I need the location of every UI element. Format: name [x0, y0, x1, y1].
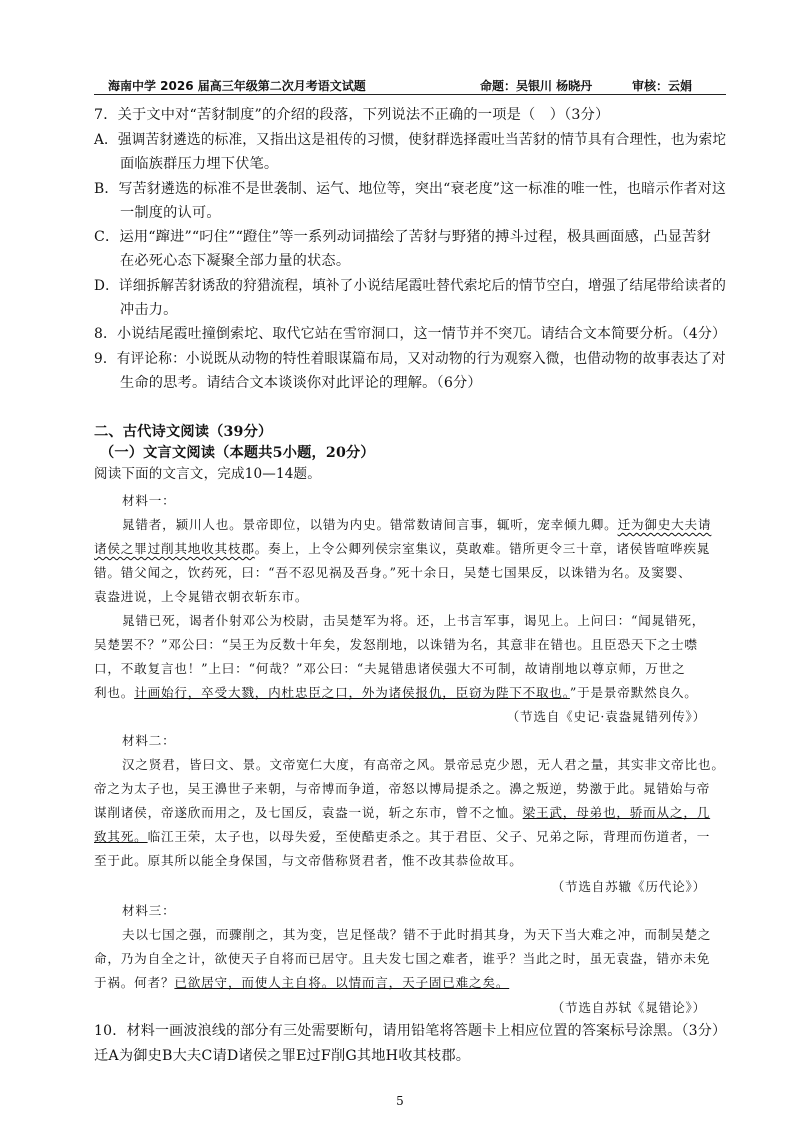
q7-option-c-line2: 在必死心态下凝聚全部力量的状态。	[120, 253, 351, 269]
material1-label: 材料一：	[122, 493, 176, 508]
question-makers: 命题：吴银川 杨晓丹	[480, 79, 593, 93]
q10-stem: 10．材料一画波浪线的部分有三处需要断句，请用铅笔将答题卡上相应位置的答案标号涂黑。（3分）	[94, 1023, 727, 1039]
q7-option-c-line1: C．运用“蹿进”“叼住”“蹬住”等一系列动词描绘了苦豺与野猪的搏斗过程，极具画面感，凸显苦豺	[94, 229, 711, 245]
material1-line: 错。错父闻之，饮药死，曰：“吾不忍见祸及吾身。”死十余日，吴楚七国果反，以诛错为名。及窦婴、	[94, 565, 692, 580]
material1-line: 吴楚罢不？”邓公曰：“吴王为反数十年矣，发怒削地，以诛错为名，其意非在错也。且臣恐天下之士噤	[94, 637, 698, 652]
underlined-sentence: 已欲居守，而使人主自将。以情而言，天子固已难之矣。	[174, 975, 510, 990]
underlined-sentence: 梁王武，母弟也，骄而从之，几	[522, 805, 711, 820]
q9-line1: 9．有评论称：小说既从动物的特性着眼谋篇布局，又对动物的行为观察入微，也借动物的故事表达了对	[94, 351, 726, 367]
underlined-sentence: 致其死。	[94, 829, 148, 844]
q8-stem: 8．小说结尾霞吐撞倒索坨、取代它站在雪帘洞口，这一情节并不突兀。请结合文本简要分析。（4分）	[94, 326, 727, 342]
page-number: 5	[396, 1094, 404, 1108]
material2-line: 致其死。临江王荣，太子也，以母失爱，至使酷吏杀之。其于君臣、父子、兄弟之际，背理而伤道者，一	[94, 829, 711, 844]
reading-instruction: 阅读下面的文言文，完成10—14题。	[94, 466, 321, 482]
material1-line: 袁盎进说，上令晁错衣朝衣斩东市。	[94, 589, 309, 604]
material1-line: 晁错已死，谒者仆射邓公为校尉，击吴楚军为将。还，上书言军事，谒见上。上问曰：“闻晁错死，	[122, 613, 706, 628]
material3-source: （节选自苏轼《晁错论》）	[551, 1000, 706, 1015]
q7-option-b-line1: B．写苦豺遴选的标准不是世袭制、运气、地位等，突出“衰老度”这一标准的唯一性，也暗示作者对这	[94, 181, 726, 197]
q9-line2: 生命的思考。请结合文本谈谈你对此评论的理解。（6分）	[120, 375, 482, 391]
material2-line: 汉之贤君，皆曰文、景。文帝宽仁大度，有高帝之风。景帝忌克少恩，无人君之量，其实非文帝比也。	[122, 757, 725, 772]
q7-stem: 7．关于文中对“苦豺制度”的介绍的段落，下列说法不正确的一项是（ ）（3分）	[94, 107, 610, 123]
material3-line: 命，乃为自全之计，欲使天子自将而已居守。且夫发七国之难者，谁乎？当此之时，虽无袁盎，错亦未免	[94, 951, 711, 966]
q7-option-d-line1: D．详细拆解苦豺诱敌的狩猎流程，填补了小说结尾霞吐替代索坨后的情节空白，增强了结尾带给读者的	[94, 278, 727, 294]
underlined-sentence: 计画始行，卒受大戮，内杜忠臣之口，外为诸侯报仇，臣窃为陛下不取也。	[134, 685, 570, 700]
material1-source: （节选自《史记·袁盎晁错列传》）	[506, 709, 706, 724]
material2-line: 谋削诸侯，帝遂欣而用之，及七国反，袁盎一说，斩之东市，曾不之恤。梁王武，母弟也，骄而从之，几	[94, 805, 711, 820]
subsection-title: （一）文言文阅读（本题共5小题，20分）	[100, 445, 375, 461]
section-title: 二、古代诗文阅读（39分）	[94, 424, 273, 440]
q7-option-d-line2: 冲击力。	[120, 302, 178, 318]
wavy-underline-segment: 迁为御史大夫请	[617, 517, 712, 532]
material3-label: 材料三：	[122, 903, 176, 918]
q7-option-b-line2: 一制度的认可。	[120, 205, 221, 221]
wavy-underline-segment: 诸侯之罪过削其地收其枝郡	[94, 541, 255, 556]
q10-options: 迁A为御史B大夫C请D诸侯之罪E过F削G其地H收其枝郡。	[94, 1048, 471, 1064]
header-rule	[94, 94, 726, 95]
material2-line: 帝之为太子也，吴王濞世子来朝，与帝博而争道，帝怒以博局提杀之。濞之叛逆，势激于此。晁错始与帝	[94, 781, 711, 796]
material2-source: （节选自苏辙《历代论》）	[551, 879, 706, 894]
material3-line: 于祸。何者？已欲居守，而使人主自将。以情而言，天子固已难之矣。	[94, 975, 510, 990]
material1-line: 利也。计画始行，卒受大戮，内杜忠臣之口，外为诸侯报仇，臣窃为陛下不取也。”于是景帝默然良久。	[94, 685, 698, 700]
material3-line: 夫以七国之强，而骤削之，其为变，岂足怪哉？错不于此时捐其身，为天下当大难之冲，而制吴楚之	[122, 927, 712, 942]
q7-option-a-line1: A．强调苦豺遴选的标准，又指出这是祖传的习惯，使豺群选择霞吐当苦豺的情节具有合理性，也为索坨	[94, 132, 727, 148]
reviewer: 审核：云娟	[632, 79, 693, 93]
school-title: 海南中学 2026 届高三年级第二次月考语文试题	[108, 79, 366, 93]
q7-option-a-line2: 面临族群压力埋下伏笔。	[120, 156, 279, 172]
material1-line: 诸侯之罪过削其地收其枝郡。奏上，上令公卿列侯宗室集议，莫敢难。错所更令三十章，诸侯皆喧哗疾晁	[94, 541, 711, 556]
material2-line: 至于此。原其所以能全身保国，与文帝偕称贤君者，惟不改其恭俭故耳。	[94, 853, 523, 868]
material2-label: 材料二：	[122, 733, 176, 748]
material1-line: 口，不敢复言也！”上曰：“何哉？”邓公曰：“夫晁错患诸侯强大不可制，故请削地以尊京师，万世之	[94, 661, 686, 676]
material1-line: 晁错者，颍川人也。景帝即位，以错为内史。错常数请间言事，辄听，宠幸倾九卿。迁为御史大夫请	[122, 517, 712, 532]
